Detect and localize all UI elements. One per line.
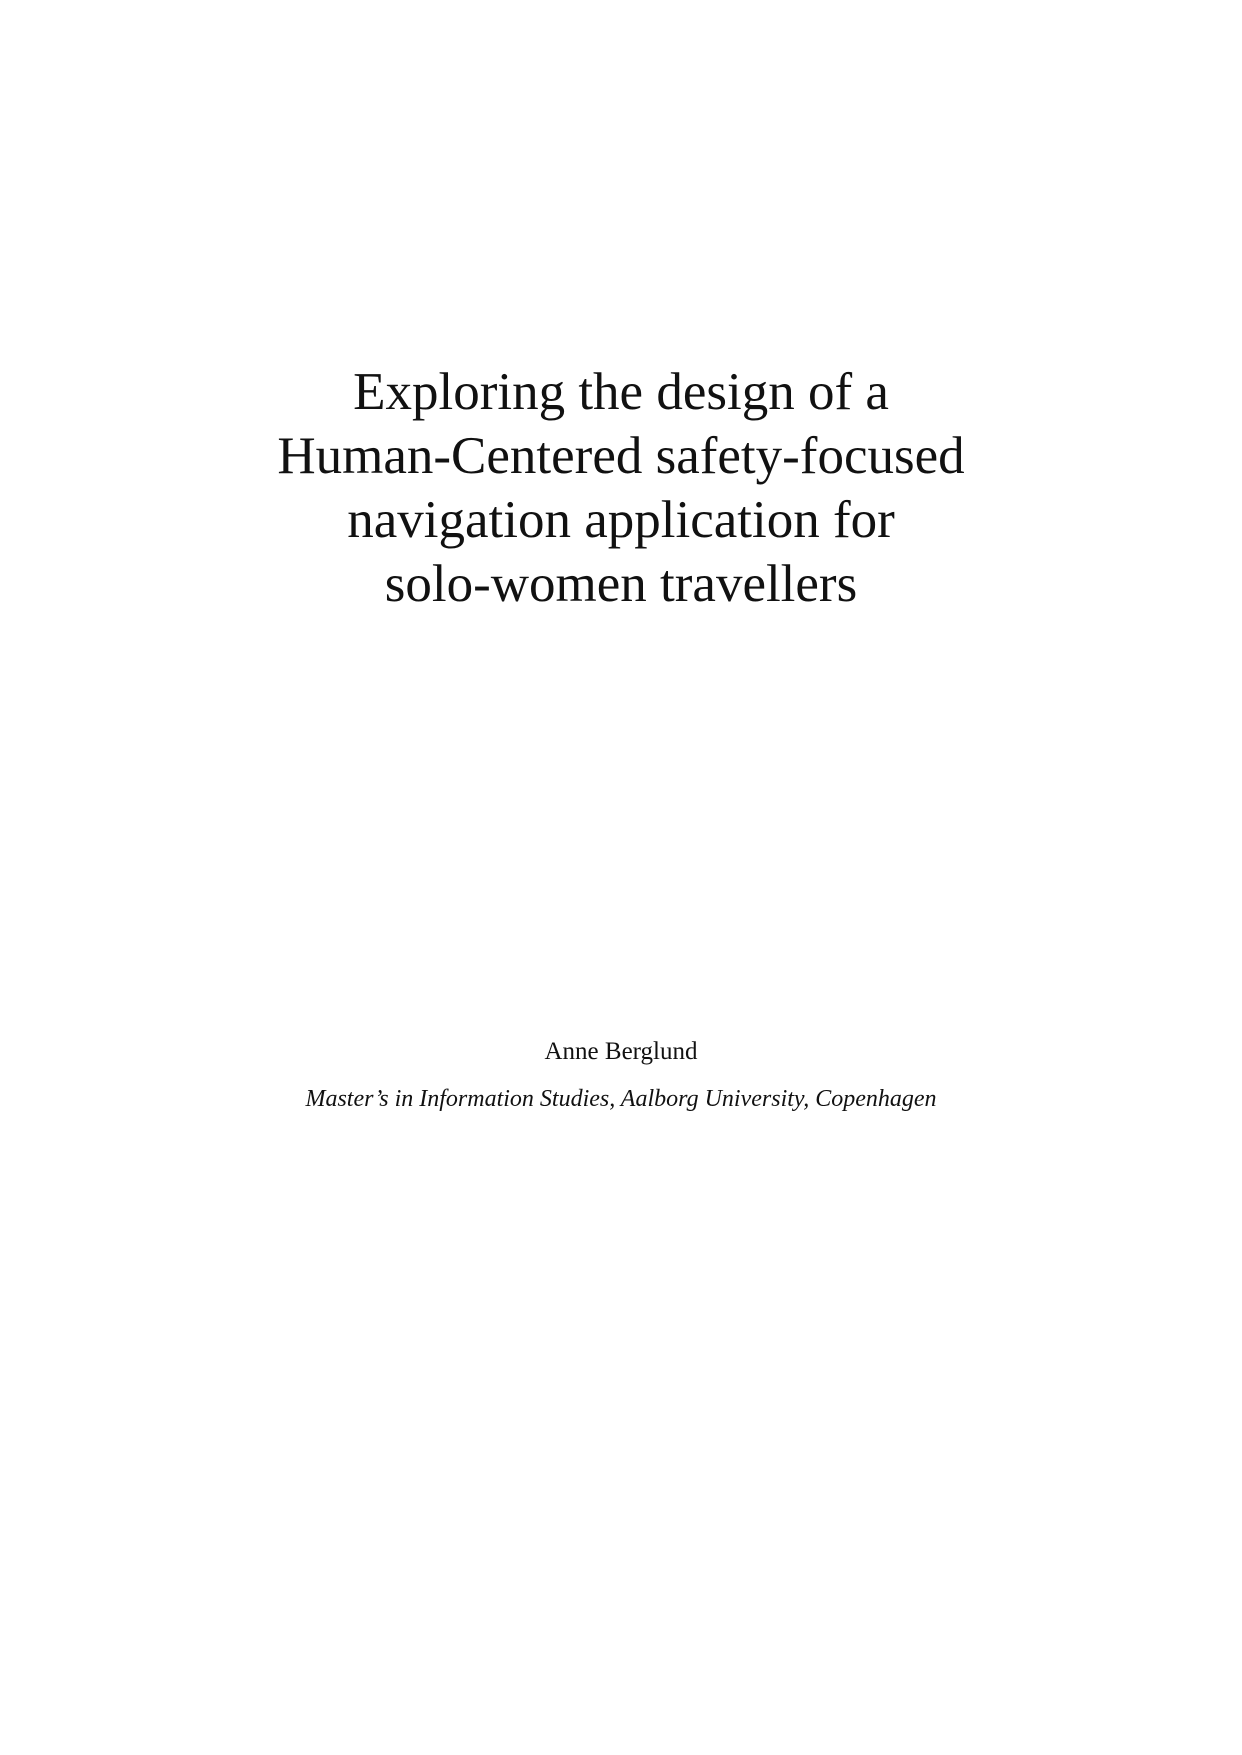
author-name: Anne Berglund — [544, 1038, 698, 1065]
author-affiliation: Master’s in Information Studies, Aalborg University, Copenhagen — [305, 1086, 937, 1112]
title-line-2: Human-Centered safety-focused — [277, 427, 965, 485]
title-line-1: Exploring the design of a — [353, 363, 889, 421]
document-title — [0, 360, 1242, 616]
title-line-4: solo-women travellers — [384, 555, 858, 613]
title-line-3: navigation application for — [347, 491, 895, 549]
